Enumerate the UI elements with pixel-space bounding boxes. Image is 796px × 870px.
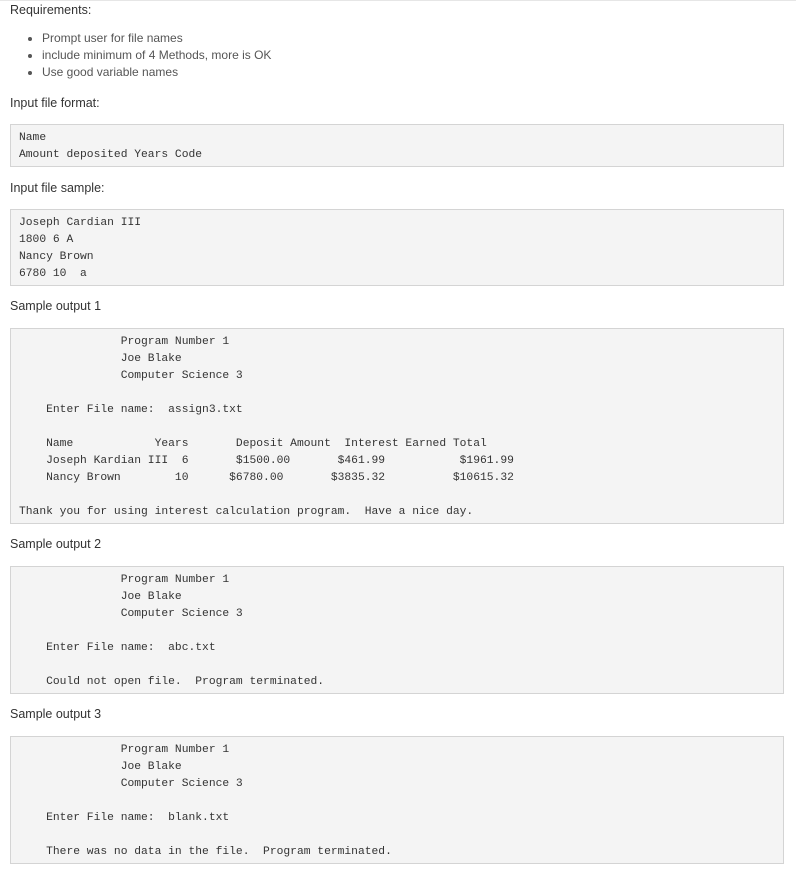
sample-output-1-code-block <box>10 328 784 524</box>
sample-output-1-heading: Sample output 1 <box>10 299 102 313</box>
requirement-item: • Use good variable names <box>42 64 271 81</box>
input-format-heading: Input file format: <box>10 96 100 110</box>
sample-output-3-code: Program Number 1 Joe Blake Computer Science 3 Enter File name: blank.txt There was no data in the file. Program terminated. <box>46 744 392 858</box>
input-format-code: Name Amount deposited Years Code <box>19 132 203 161</box>
sample-output-3-code-block <box>10 736 784 864</box>
sample-output-1-code: Program Number 1 Joe Blake Computer Science 3 Enter File name: assign3.txt Name Years Deposit Amount Interest Earned Total Joseph Kardian III 6 $1500.00 $461.99 $1961.99 Nancy Brown 10 $6780.00 $3835.32 $10615.32 Thank you for using interest calculation program. Have a nice day. <box>19 336 514 518</box>
requirements-heading: Requirements: <box>10 3 92 17</box>
top-divider <box>0 0 796 1</box>
requirements-list <box>0 30 271 81</box>
sample-output-2-heading: Sample output 2 <box>10 537 102 551</box>
sample-output-3-heading: Sample output 3 <box>10 707 102 721</box>
input-sample-heading: Input file sample: <box>10 181 105 195</box>
input-format-code-block <box>10 124 784 167</box>
requirement-item: • include minimum of 4 Methods, more is OK <box>42 47 271 64</box>
input-sample-code-block <box>10 209 784 286</box>
sample-output-2-code-block <box>10 566 784 694</box>
sample-output-2-code: Program Number 1 Joe Blake Computer Science 3 Enter File name: abc.txt Could not open file. Program terminated. <box>46 574 325 688</box>
requirement-item: • Prompt user for file names <box>42 30 271 47</box>
input-sample-code: Joseph Cardian III 1800 6 A Nancy Brown 6780 10 a <box>19 217 142 280</box>
